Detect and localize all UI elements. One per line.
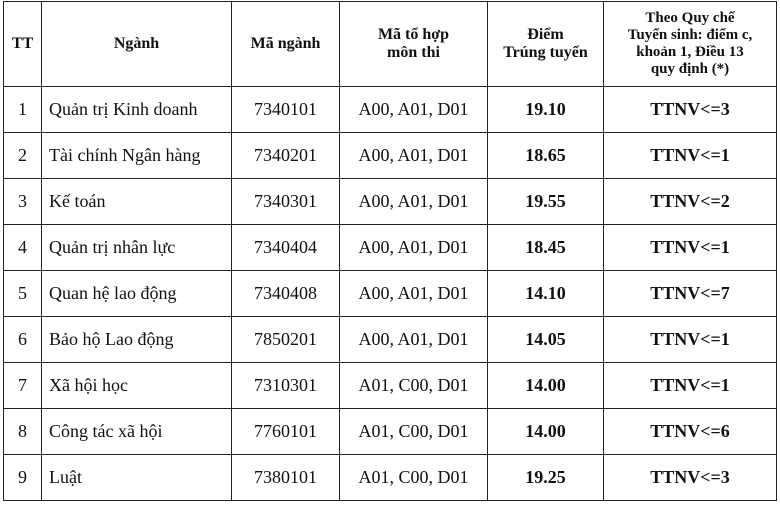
cell-diem: 18.65 <box>488 133 604 179</box>
header-tt: TT <box>4 2 42 87</box>
cell-nganh: Quản trị Kinh doanh <box>42 87 232 133</box>
cell-nganh: Công tác xã hội <box>42 409 232 455</box>
table-row <box>4 271 777 317</box>
header-diem-line: Điểm <box>527 25 564 43</box>
cell-to-hop: A00, A01, D01 <box>340 271 488 317</box>
cell-dieu-kien: TTNV<=1 <box>604 317 777 363</box>
cell-nganh: Luật <box>42 455 232 501</box>
cell-tt: 6 <box>4 317 42 363</box>
cell-dieu-kien: TTNV<=2 <box>604 179 777 225</box>
table-body <box>4 87 777 501</box>
table-row <box>4 133 777 179</box>
cell-tt: 7 <box>4 363 42 409</box>
header-row <box>4 2 777 87</box>
cell-ma-nganh: 7340101 <box>232 87 340 133</box>
table-row <box>4 317 777 363</box>
cell-diem: 19.10 <box>488 87 604 133</box>
header-quy-che <box>604 2 777 87</box>
table-row <box>4 179 777 225</box>
cell-diem: 14.00 <box>488 409 604 455</box>
header-quy-che-line: Theo Quy chế <box>645 10 735 27</box>
cell-tt: 4 <box>4 225 42 271</box>
header-quy-che-line: khoản 1, Điều 13 <box>636 44 744 60</box>
cell-to-hop: A01, C00, D01 <box>340 363 488 409</box>
header-to-hop <box>340 2 488 87</box>
cell-nganh: Quản trị nhân lực <box>42 225 232 271</box>
cell-ma-nganh: 7380101 <box>232 455 340 501</box>
cell-to-hop: A01, C00, D01 <box>340 455 488 501</box>
table-row <box>4 455 777 501</box>
header-quy-che-line: quy định (*) <box>650 60 730 77</box>
cell-ma-nganh: 7340201 <box>232 133 340 179</box>
header-quy-che-line: Tuyển sinh: điểm c, <box>627 27 753 44</box>
cell-ma-nganh: 7340301 <box>232 179 340 225</box>
cell-dieu-kien: TTNV<=3 <box>604 87 777 133</box>
header-to-hop-line: môn thi <box>387 44 440 61</box>
cell-tt: 3 <box>4 179 42 225</box>
cell-nganh: Xã hội học <box>42 363 232 409</box>
cell-ma-nganh: 7340408 <box>232 271 340 317</box>
cell-to-hop: A00, A01, D01 <box>340 179 488 225</box>
cell-tt: 9 <box>4 455 42 501</box>
table-row <box>4 87 777 133</box>
table-row <box>4 363 777 409</box>
cell-diem: 14.10 <box>488 271 604 317</box>
cell-dieu-kien: TTNV<=1 <box>604 363 777 409</box>
cell-dieu-kien: TTNV<=1 <box>604 225 777 271</box>
cell-ma-nganh: 7760101 <box>232 409 340 455</box>
cell-to-hop: A01, C00, D01 <box>340 409 488 455</box>
cell-nganh: Bảo hộ Lao động <box>42 317 232 363</box>
cell-nganh: Quan hệ lao động <box>42 271 232 317</box>
header-nganh: Ngành <box>42 2 232 87</box>
cell-ma-nganh: 7340404 <box>232 225 340 271</box>
table-row <box>4 409 777 455</box>
cell-to-hop: A00, A01, D01 <box>340 317 488 363</box>
table-row <box>4 225 777 271</box>
cell-to-hop: A00, A01, D01 <box>340 133 488 179</box>
admission-score-table <box>3 1 777 501</box>
cell-ma-nganh: 7310301 <box>232 363 340 409</box>
cell-diem: 14.00 <box>488 363 604 409</box>
cell-diem: 18.45 <box>488 225 604 271</box>
table-header <box>4 2 777 87</box>
cell-to-hop: A00, A01, D01 <box>340 87 488 133</box>
cell-ma-nganh: 7850201 <box>232 317 340 363</box>
cell-nganh: Tài chính Ngân hàng <box>42 133 232 179</box>
cell-dieu-kien: TTNV<=7 <box>604 271 777 317</box>
cell-dieu-kien: TTNV<=3 <box>604 455 777 501</box>
cell-diem: 19.25 <box>488 455 604 501</box>
cell-nganh: Kế toán <box>42 179 232 225</box>
header-ma-nganh: Mã ngành <box>232 2 340 87</box>
cell-diem: 19.55 <box>488 179 604 225</box>
header-diem <box>488 2 604 87</box>
cell-tt: 1 <box>4 87 42 133</box>
cell-dieu-kien: TTNV<=1 <box>604 133 777 179</box>
cell-tt: 5 <box>4 271 42 317</box>
cell-tt: 8 <box>4 409 42 455</box>
cell-diem: 14.05 <box>488 317 604 363</box>
header-diem-line: Trúng tuyển <box>503 44 588 61</box>
cell-to-hop: A00, A01, D01 <box>340 225 488 271</box>
cell-tt: 2 <box>4 133 42 179</box>
header-to-hop-line: Mã tổ hợp <box>377 25 450 43</box>
cell-dieu-kien: TTNV<=6 <box>604 409 777 455</box>
